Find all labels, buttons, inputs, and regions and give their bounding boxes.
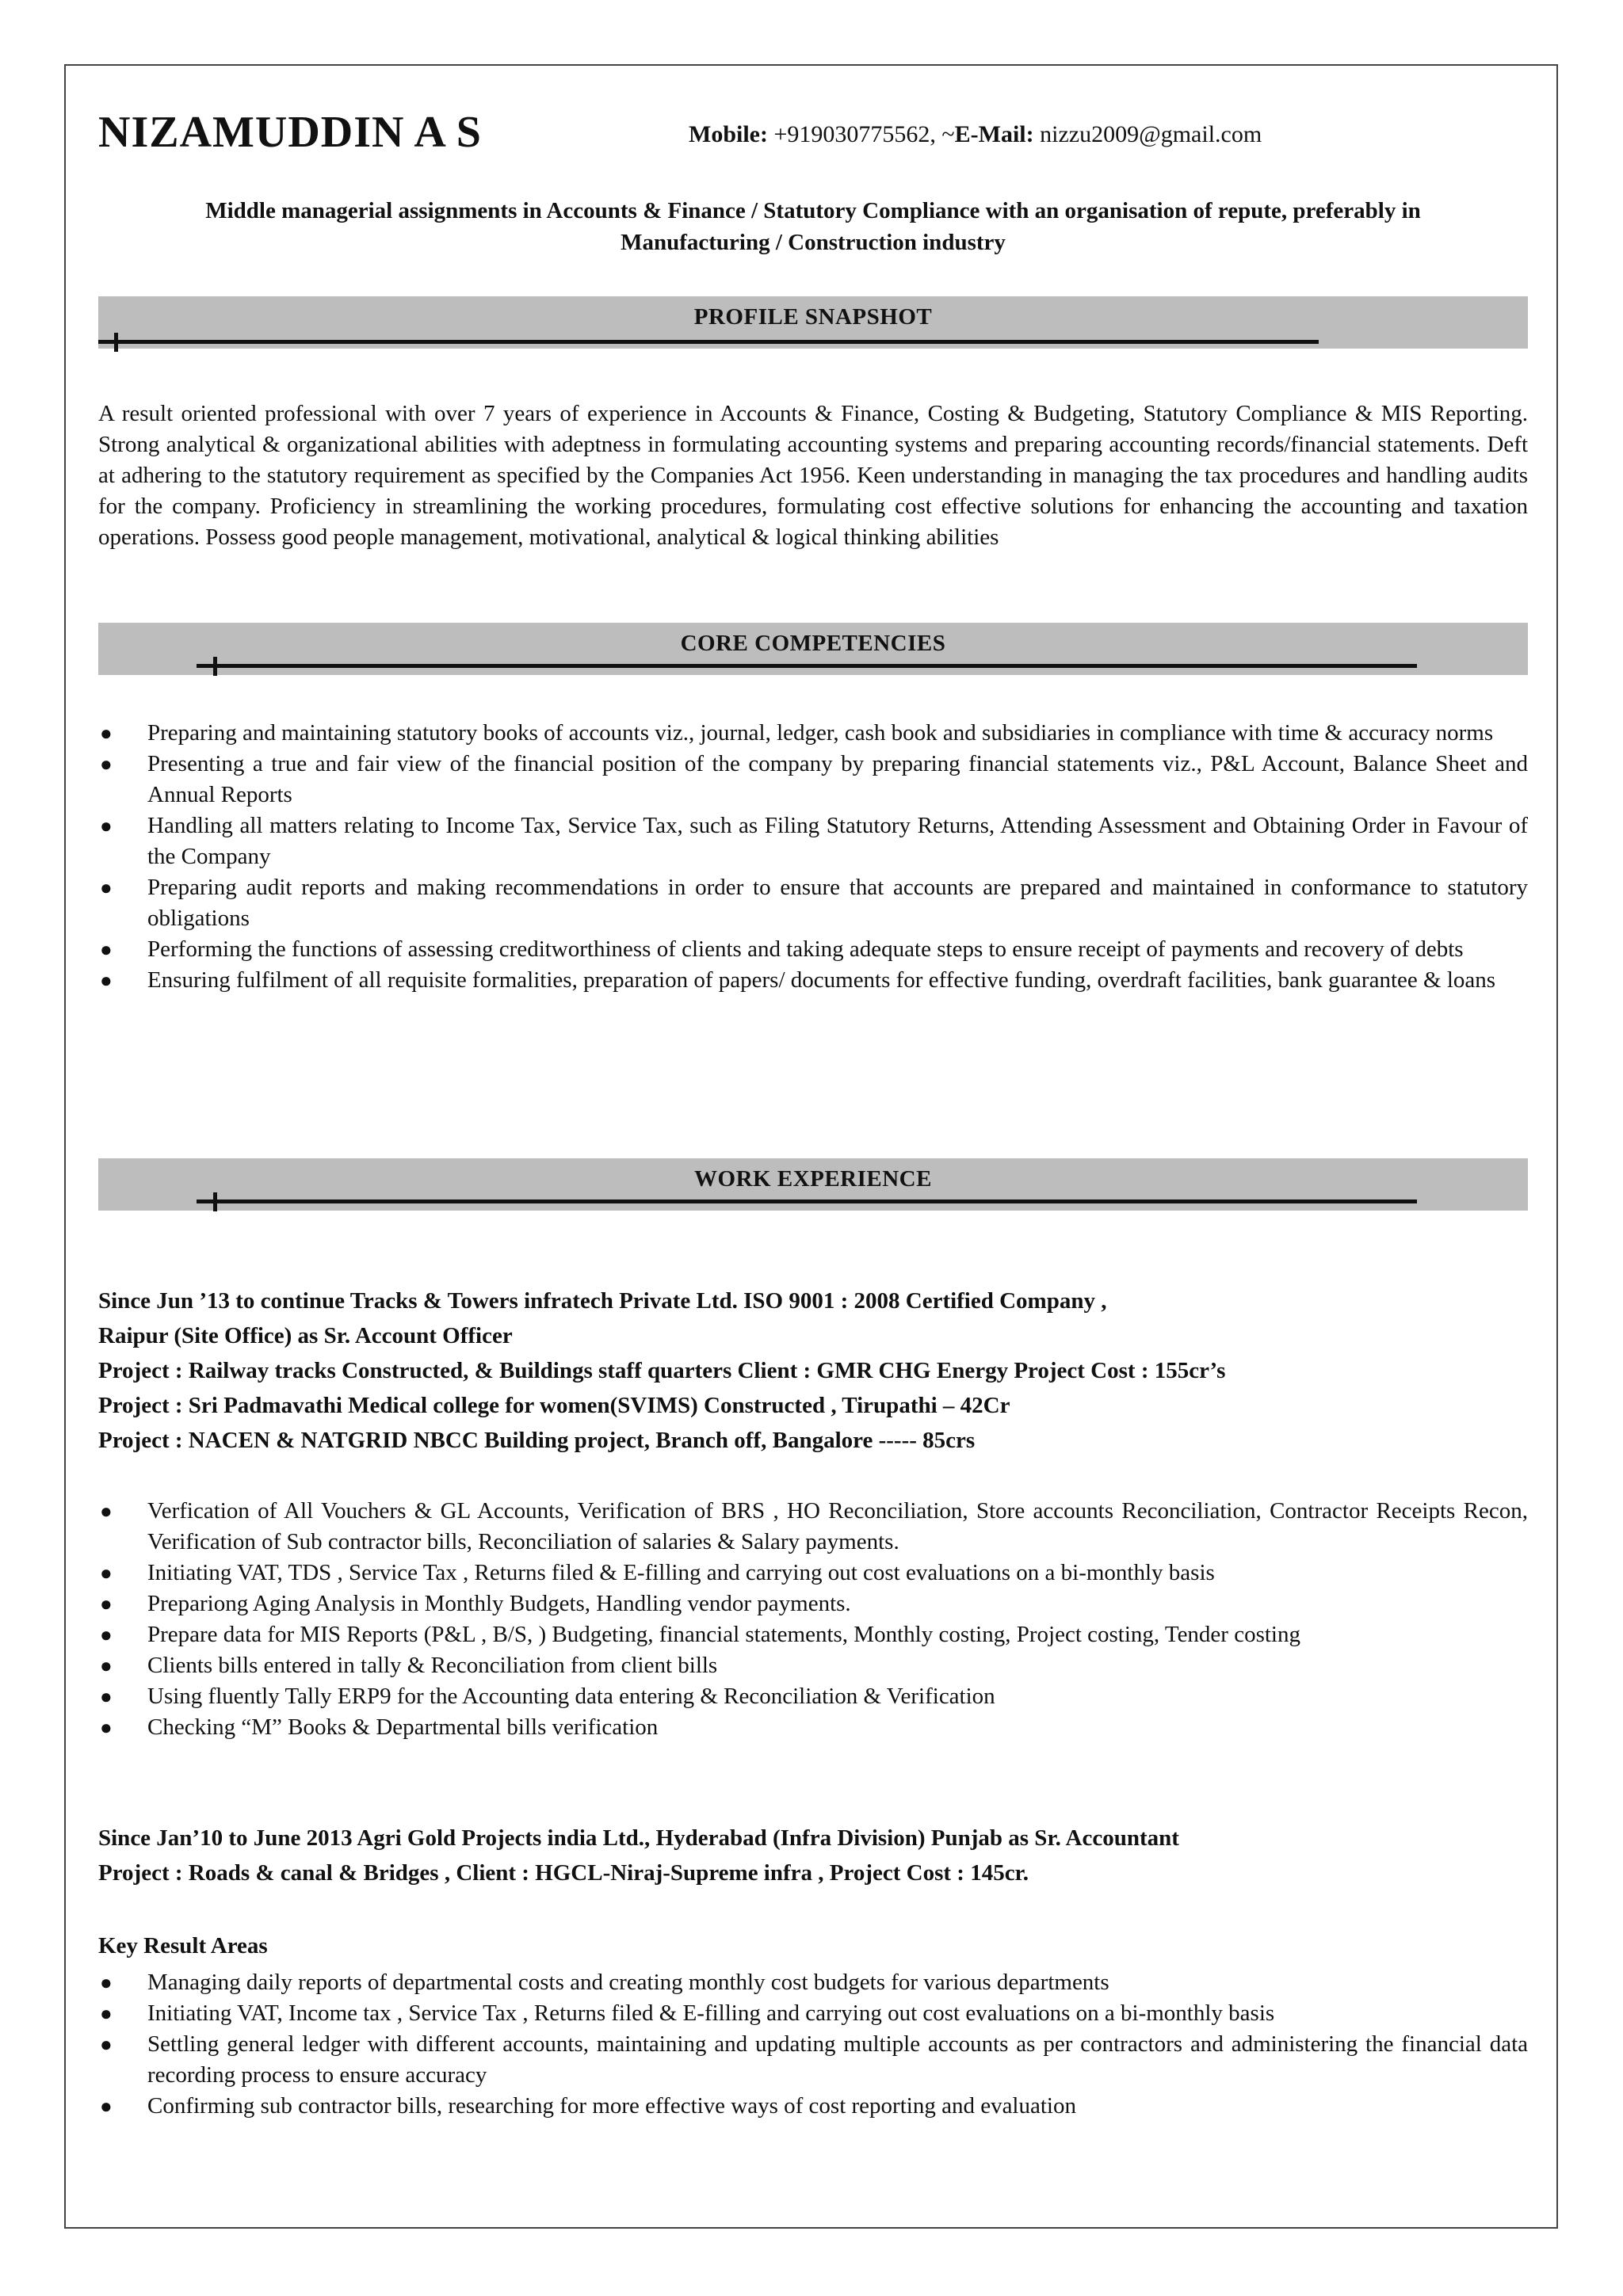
list-item-text: Preparing and maintaining statutory books of accounts viz., journal, ledger, cash book and subsidiaries in compliance with time & accuracy norms [147,720,1494,746]
list-item-text: Ensuring fulfilment of all requisite formalities, preparation of papers/ documents for effective funding, overdraft facilities, bank guarantee & loans [147,967,1496,993]
list-item-text: Managing daily reports of departmental costs and creating monthly cost budgets for various departments [147,1970,1109,1995]
list-item-text: Verfication of All Vouchers & GL Accounts, Verification of BRS , HO Reconciliation, Store accounts Reconciliation, Contractor Receipts Recon, Verification of Sub contractor bills, Reconciliation of salaries & Salary payments. [147,1498,1528,1554]
profile-summary: A result oriented professional with over 7 years of experience in Accounts & Finance, Costing & Budgeting, Statutory Compliance & MIS Reporting. Strong analytical & organizational abilities with adeptness in formulating accounting systems and preparing accounting records/financial statements. Deft at adhering to the statutory requirement as specified by the Companies Act 1956. Keen understanding in managing the tax procedures and handling audits for the company. Proficiency in streamlining the working procedures, formulating cost effective solutions for enhancing the accounting and taxation operations. Possess good people management, motivational, analytical & logical thinking abilities [98,401,1528,550]
key-result-areas-heading: Key Result Areas [98,1933,268,1958]
job-detail-line: Raipur (Site Office) as Sr. Account Officer [98,1323,513,1348]
list-item-text: Prepare data for MIS Reports (P&L , B/S, ) Budgeting, financial statements, Monthly costing, Project costing, Tender costing [147,1622,1300,1647]
job-1-details [98,1283,1528,1458]
list-item-text: Presenting a true and fair view of the financial position of the company by preparing financial statements viz., P&L Account, Balance Sheet and Annual Reports [147,751,1528,807]
bullet-icon: ● [100,1685,113,1708]
job-detail-line: Project : NACEN & NATGRID NBCC Building project, Branch off, Bangalore ----- 85crs [98,1428,976,1453]
list-item [98,810,1528,872]
list-item [98,1712,1528,1743]
job-detail-line: Since Jan’10 to June 2013 Agri Gold Projects india Ltd., Hyderabad (Infra Division) Punjab as Sr. Accountant [98,1825,1179,1851]
section-core-competencies [98,623,1528,675]
page-border [64,64,1558,2229]
section-rule [98,340,1319,344]
objective-line-2: Manufacturing / Construction industry [621,230,1006,255]
job-2-details [98,1821,1528,1890]
bullet-icon: ● [100,1716,113,1739]
list-item-text: Performing the functions of assessing creditworthiness of clients and taking adequate steps to ensure receipt of payments and recovery of debts [147,936,1464,962]
bullet-icon: ● [100,1971,113,1994]
mobile-label: Mobile: [689,121,768,147]
list-item-text: Checking “M” Books & Departmental bills verification [147,1714,659,1740]
bullet-icon: ● [100,1623,113,1646]
bullet-icon: ● [100,1500,113,1523]
job-1-responsibilities [98,1496,1528,1743]
list-item [98,1619,1528,1650]
bullet-icon: ● [100,1592,113,1615]
bullet-icon: ● [100,814,113,837]
job-detail-line: Since Jun ’13 to continue Tracks & Towers infratech Private Ltd. ISO 9001 : 2008 Certified Company , [98,1288,1107,1314]
bullet-icon: ● [100,876,113,899]
objective-line-1: Middle managerial assignments in Accounts & Finance / Statutory Compliance with an organisation of repute, preferably in [205,198,1421,223]
list-item [98,1681,1528,1712]
list-item-text: Preparing audit reports and making recommendations in order to ensure that accounts are prepared and maintained in conformance to statutory obligations [147,875,1528,931]
email-value[interactable]: nizzu2009@gmail.com [1033,121,1262,147]
job-detail-line: Project : Roads & canal & Bridges , Client : HGCL-Niraj-Supreme infra , Project Cost : 145cr. [98,1860,1029,1886]
core-competencies-list [98,718,1528,996]
section-title: PROFILE SNAPSHOT [693,304,933,330]
bullet-icon: ● [100,969,113,992]
list-item [98,1998,1528,2029]
list-item [98,1650,1528,1681]
mobile-value: +919030775562, ~ [767,121,955,147]
section-work-experience [98,1158,1528,1211]
list-item [98,1589,1528,1619]
bullet-icon: ● [100,722,113,745]
list-item-text: Clients bills entered in tally & Reconciliation from client bills [147,1653,718,1678]
section-title: WORK EXPERIENCE [694,1166,932,1192]
contact-info [689,119,1262,151]
list-item [98,749,1528,810]
job-detail-line: Project : Sri Padmavathi Medical college for women(SVIMS) Constructed , Tirupathi – 42Cr [98,1393,1010,1418]
section-tick [213,657,217,676]
list-item [98,2029,1528,2091]
list-item-text: Using fluently Tally ERP9 for the Accounting data entering & Reconciliation & Verification [147,1684,995,1709]
list-item [98,965,1528,996]
section-title: CORE COMPETENCIES [680,631,946,656]
list-item-text: Initiating VAT, Income tax , Service Tax , Returns filed & E-filling and carrying out cost evaluations on a bi-monthly basis [147,2000,1275,2026]
bullet-icon: ● [100,1654,113,1677]
list-item-text: Settling general ledger with different accounts, maintaining and updating multiple accounts as per contractors and administering the financial data recording process to ensure accuracy [147,2031,1528,2088]
job-detail-line: Project : Railway tracks Constructed, & Buildings staff quarters Client : GMR CHG Energy Project Cost : 155cr’s [98,1358,1226,1383]
list-item-text: Confirming sub contractor bills, researching for more effective ways of cost reporting and evaluation [147,2093,1076,2119]
bullet-icon: ● [100,753,113,776]
list-item [98,1558,1528,1589]
list-item-text: Prepariong Aging Analysis in Monthly Budgets, Handling vendor payments. [147,1591,851,1616]
list-item-text: Initiating VAT, TDS , Service Tax , Returns filed & E-filling and carrying out cost evaluations on a bi-monthly basis [147,1560,1215,1585]
candidate-name: NIZAMUDDIN A S [98,108,482,157]
section-tick [114,333,118,352]
bullet-icon: ● [100,2002,113,2025]
list-item [98,2091,1528,2122]
email-label: E-Mail: [954,121,1034,147]
list-item [98,1496,1528,1558]
section-rule [197,664,1417,668]
bullet-icon: ● [100,1562,113,1585]
list-item [98,872,1528,934]
list-item [98,934,1528,965]
job-2-key-result-areas [98,1967,1528,2122]
list-item-text: Handling all matters relating to Income Tax, Service Tax, such as Filing Statutory Returns, Attending Assessment and Obtaining Order in Favour of the Company [147,813,1528,869]
bullet-icon: ● [100,2033,113,2056]
list-item [98,718,1528,749]
section-rule [197,1199,1417,1203]
resume-header [98,105,1528,160]
section-profile-snapshot [98,296,1528,349]
career-objective [98,195,1528,258]
bullet-icon: ● [100,938,113,961]
bullet-icon: ● [100,2095,113,2118]
section-tick [213,1192,217,1211]
list-item [98,1967,1528,1998]
